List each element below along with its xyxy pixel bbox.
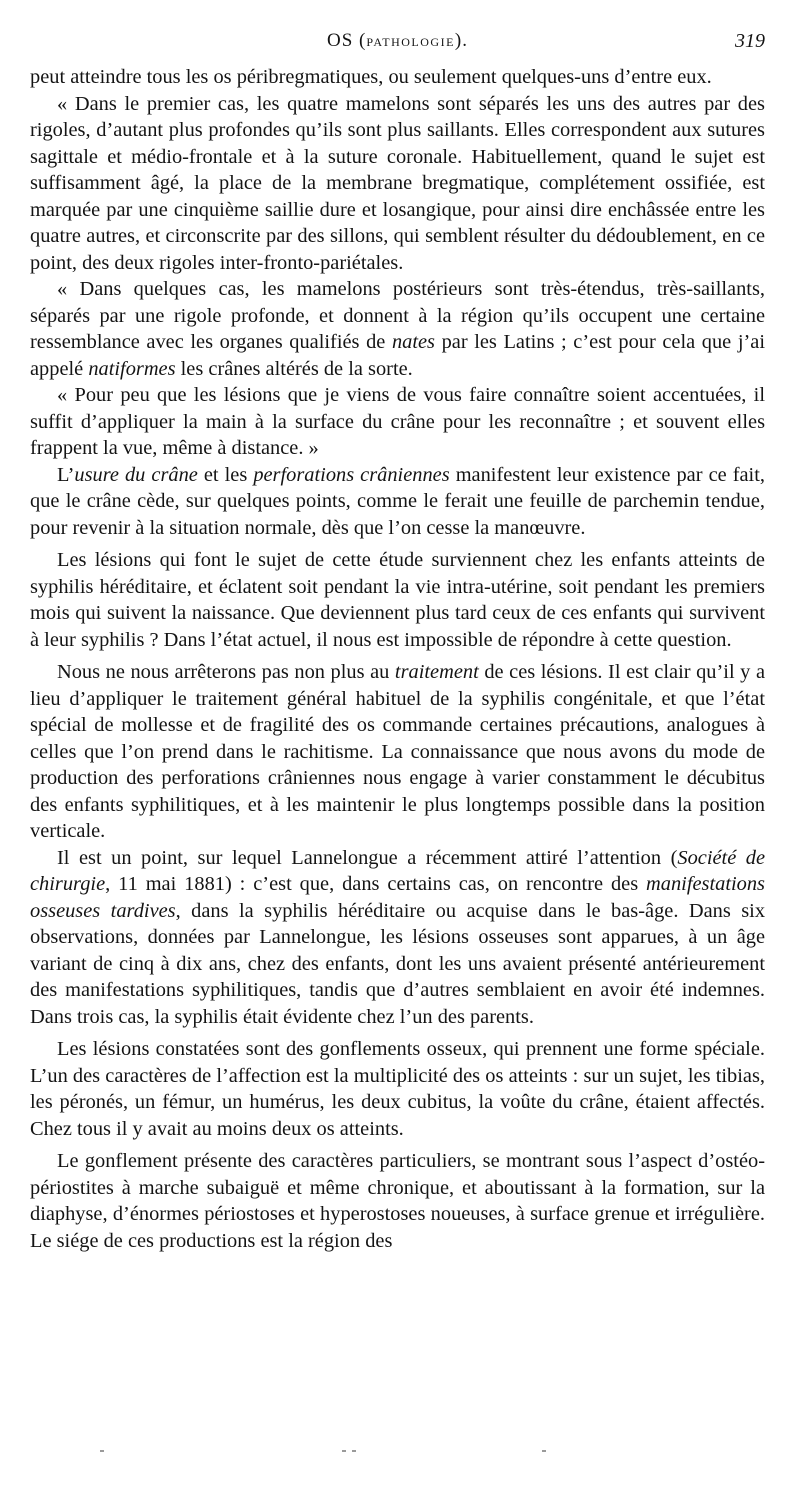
paragraph-7-text-b: de ces lésions. Il est clair qu’il y a lieu d’appliquer le traitement général habituel de la syphilis congénitale, et que l’état spécial de mollesse et de fragilité des os commande certaines précautions, analogues à celles que l’on prend dans le rachitisme. La connaissance que nous avons du mode de production des perforations crâniennes nous engage à varier constamment le décubitus des enfants syphilitiques, et à les maintenir le plus longtemps possible dans la position verticale. bbox=[30, 661, 766, 842]
footer-speck bbox=[352, 1450, 356, 1452]
footer-speck bbox=[542, 1450, 546, 1452]
paragraph-5 bbox=[30, 462, 765, 542]
paragraph-1: peut atteindre tous les os péribregmatiques, ou seulement quelques-uns d’entre eux. bbox=[30, 66, 712, 88]
paragraph-8-text-a: Il est un point, sur lequel Lannelongue a récemment attiré l’attention ( bbox=[57, 846, 678, 869]
paragraph-3-emphasis-nates: nates bbox=[391, 331, 435, 353]
running-title bbox=[30, 30, 765, 52]
paragraph-8-text-c: , dans la syphilis héréditaire ou acquise dans le bas-âge. Dans six observations, données par Lannelongue, les lésions osseuses sont apparues, à un âge variant de cinq à dix ans, chez des enfants, dont les uns avaient présenté antérieurement des manifestations syphilitiques, tandis que d’autres semblaient en avoir été indemnes. Dans trois cas, la syphilis était évidente chez l’un des parents. bbox=[30, 899, 766, 1028]
paragraph-8-emphasis-societe: Société de chirurgie bbox=[30, 846, 765, 895]
body-text bbox=[30, 64, 765, 1254]
paragraph-9: Les lésions constatées sont des gonflements osseux, qui prennent une forme spéciale. L’un des caractères de l’affection est la multiplicité des os atteints : sur un sujet, les tibias, les péronés, un fémur, un humérus, les deux cubitus, la voûte du crâne, étaient affectés. Chez tous il y avait au moins deux os atteints. bbox=[30, 1038, 765, 1140]
paragraph-3-emphasis-natiformes: natiformes bbox=[88, 357, 176, 380]
paragraph-8 bbox=[30, 845, 765, 1031]
page-number: 319 bbox=[735, 30, 765, 52]
paragraph-7-text-a: Nous ne nous arrêterons pas non plus au bbox=[57, 661, 395, 683]
paragraph-8-emphasis-manifestations: manifestations osseuses tardives bbox=[30, 873, 765, 922]
paragraph-4: « Pour peu que les lésions que je viens de vous faire connaître soient accentuées, il suffit d’appliquer la main à la surface du crâne pour les reconnaître ; et souvent elles frappent la vue, même à distance. » bbox=[30, 384, 765, 459]
paragraph-8-text-b: , 11 mai 1881) : c’est que, dans certains cas, on rencontre des bbox=[105, 873, 647, 895]
paragraph-5-text-c: manifestent leur existence par ce fait, que le crâne cède, sur quelques points, comme le ferait une feuille de parchemin tendue, pour revenir à la situation normale, dès que l’on cesse la manœuvre. bbox=[30, 463, 765, 539]
running-title-smallcaps: PATHOLOGIE bbox=[366, 35, 455, 49]
running-title-end: ). bbox=[454, 30, 468, 51]
paragraph-3-text-c: les crânes altérés de la sorte. bbox=[175, 357, 413, 380]
paragraph-5-emphasis-usure: usure du crâne bbox=[74, 463, 198, 486]
paragraph-7 bbox=[30, 659, 765, 845]
running-title-main: OS ( bbox=[326, 30, 367, 51]
paragraph-7-emphasis-traitement: traitement bbox=[394, 661, 479, 683]
running-head bbox=[30, 30, 765, 56]
paragraph-5-emphasis-perforations: perforations crâniennes bbox=[253, 463, 450, 486]
paragraph-6: Les lésions qui font le sujet de cette étude surviennent chez les enfants atteints de syphilis héréditaire, et éclatent soit pendant la vie intra-utérine, soit pendant les premiers mois qui suivent la naissance. Que deviennent plus tard ceux de ces enfants qui survivent à leur syphilis ? Dans l’état actuel, il nous est impossible de répondre à cette question. bbox=[30, 549, 765, 651]
paragraph-10: Le gonflement présente des caractères particuliers, se montrant sous l’aspect d’ostéo-périostites à marche subaiguë et même chronique, et aboutissant à la formation, sur la diaphyse, d’énormes périostoses et hyperostoses noueuses, à surface grenue et irrégulière. Le siége de ces productions est la région des bbox=[30, 1150, 765, 1252]
paragraph-3 bbox=[30, 276, 765, 382]
footer-specks bbox=[30, 1450, 765, 1456]
paragraph-2: « Dans le premier cas, les quatre mamelons sont séparés les uns des autres par des rigoles, d’autant plus profondes qu’ils sont plus saillants. Elles correspondent aux sutures sagittale et médio-frontale et à la suture coronale. Habituellement, quand le sujet est suffisamment âgé, la place de la membrane bregmatique, complétement ossifiée, est marquée par une cinquième saillie dure et losangique, pour ainsi dire enchâssée entre les quatre autres, et circonscrite par des sillons, qui semblent résulter du dédoublement, en ce point, des deux rigoles inter-fronto-pariétales. bbox=[30, 92, 765, 274]
footer-speck bbox=[342, 1450, 346, 1452]
footer-speck bbox=[100, 1450, 104, 1452]
paragraph-3-text-a: « Dans quelques cas, les mamelons postérieurs sont très-étendus, très-saillants, séparés par une rigole profonde, et donnent à la région qu’ils occupent une certaine ressemblance avec les organes qualifiés de bbox=[30, 278, 765, 353]
paragraph-5-text-a: L’ bbox=[57, 463, 75, 486]
paragraph-3-text-b: par les Latins ; c’est pour cela que j’ai appelé bbox=[30, 331, 765, 380]
paragraph-5-text-b: et les bbox=[197, 463, 254, 486]
